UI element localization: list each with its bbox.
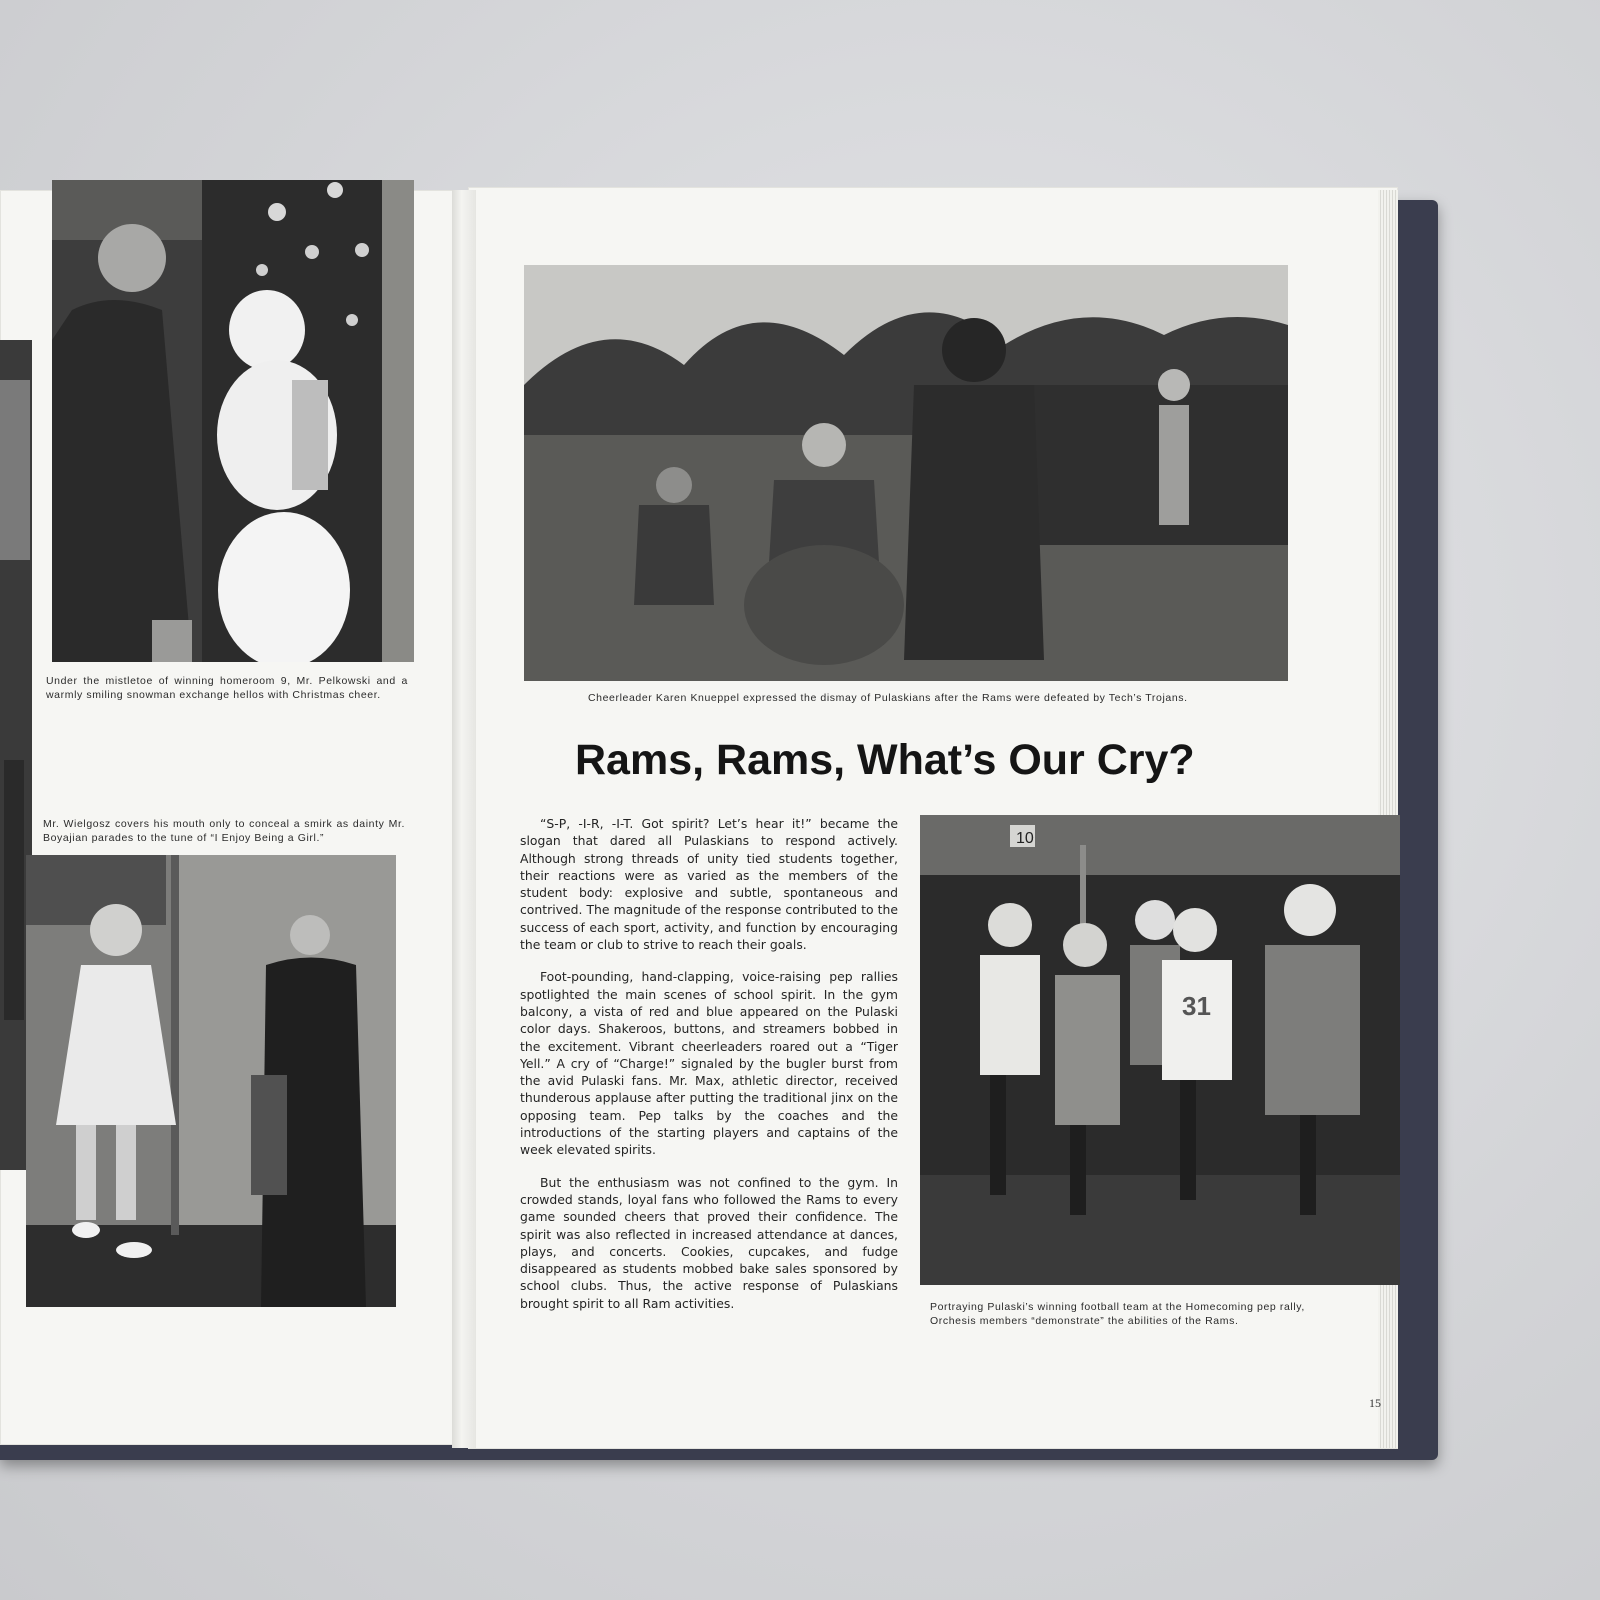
- photo-mistletoe-snowman: [52, 180, 414, 662]
- photo-orchesis-image: [920, 815, 1400, 1285]
- caption-orchesis: Portraying Pulaski’s winning football team at the Homecoming pep rally, Orchesis members “demonstrate” the abilities of the Rams.: [930, 1301, 1305, 1327]
- photo-cheerleaders-image: [524, 265, 1288, 681]
- photo-boyajian-image: [26, 855, 396, 1307]
- caption-cheerleader: Cheerleader Karen Knueppel expressed the dismay of Pulaskians after the Rams were defeated by Tech’s Trojans.: [588, 692, 1188, 704]
- article-paragraph: “S-P, -I-R, -I-T. Got spirit? Let’s hear it!” became the slogan that dared all Pulaskians to respond actively. Although strong threads of unity tied students together, their reactions were as varied as the members of the student body: explosive and subtle, spontaneous and contrived. The magnitude of the response contributed to the success of each sport, activity, and function by encouraging the team or club to strive to reach their goals.: [520, 816, 898, 953]
- photo-mistletoe-image: [52, 180, 414, 662]
- photo-cheerleaders-game: [524, 265, 1288, 681]
- article-paragraph: But the enthusiasm was not confined to the gym. In crowded stands, loyal fans who followed the Rams to every game sounded cheers that proved their confidence. The spirit was also reflected in increased attendance at dances, plays, and concerts. Cookies, cupcakes, and fudge disappeared as students mobbed bake sales sponsored by school clubs. Thus, the active response of Pulaskians brought spirit to all Ram activities.: [520, 1174, 898, 1311]
- photo-orchesis-pep-rally: [920, 815, 1400, 1285]
- article-paragraph: Foot-pounding, hand-clapping, voice-raising pep rallies spotlighted the main scenes of school spirit. In the gym balcony, a vista of red and blue appeared on the Pulaski color days. Shakeroos, buttons, and streamers bobbed in the excitement. Vibrant cheerleaders roared out a “Tiger Yell.” A cry of “Charge!” signaled by the bugler burst from the avid Pulaski fans. Mr. Max, athletic director, received thunderous applause after putting the traditional jinx on the opposing team. Pep talks by the coaches and the introductions of the starting players and captains of the week elevated spirits.: [520, 969, 898, 1158]
- caption-wielgosz: Mr. Wielgosz covers his mouth only to conceal a smirk as dainty Mr. Boyajian parades to the tune of “I Enjoy Being a Girl.”: [43, 818, 405, 844]
- page-number: 15: [1369, 1396, 1381, 1410]
- book-gutter: [452, 190, 476, 1448]
- room-number-label: 10: [1016, 830, 1034, 847]
- jersey-number-label: 31: [1182, 991, 1211, 1021]
- photo-boyajian-parade: [26, 855, 396, 1307]
- page-headline: Rams, Rams, What’s Our Cry?: [575, 736, 1195, 784]
- caption-mistletoe: Under the mistletoe of winning homeroom 9, Mr. Pelkowski and a warmly smiling snowman exchange hellos with Christmas cheer.: [46, 675, 408, 701]
- article-body: [520, 815, 898, 1327]
